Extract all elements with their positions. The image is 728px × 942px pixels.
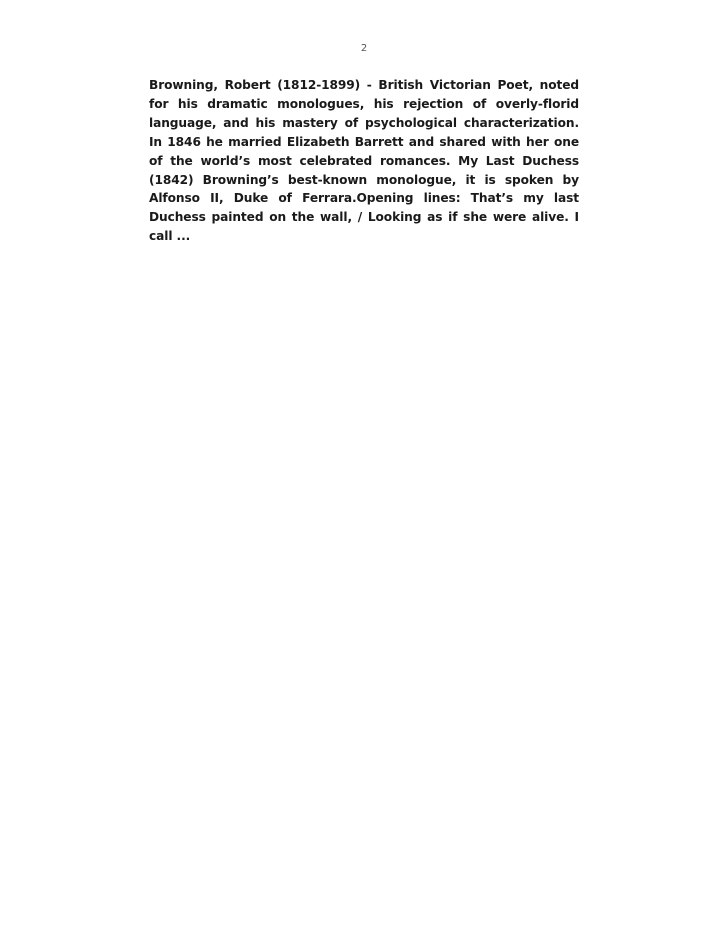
- body-paragraph: Browning, Robert (1812-1899) - British Victorian Poet, noted for his dramatic monologues, his rejection of overly-florid language, and his mastery of psychological characterization. In 1846 he married Elizabeth Barrett and shared with her one of the world’s most celebrated romances. My Last Duchess (1842) Browning’s best-known monologue, it is spoken by Alfonso II, Duke of Ferrara.Opening lines: That’s my last Duchess painted on the wall, / Looking as if she were alive. I call ...: [149, 78, 579, 244]
- page-number: 2: [360, 43, 368, 54]
